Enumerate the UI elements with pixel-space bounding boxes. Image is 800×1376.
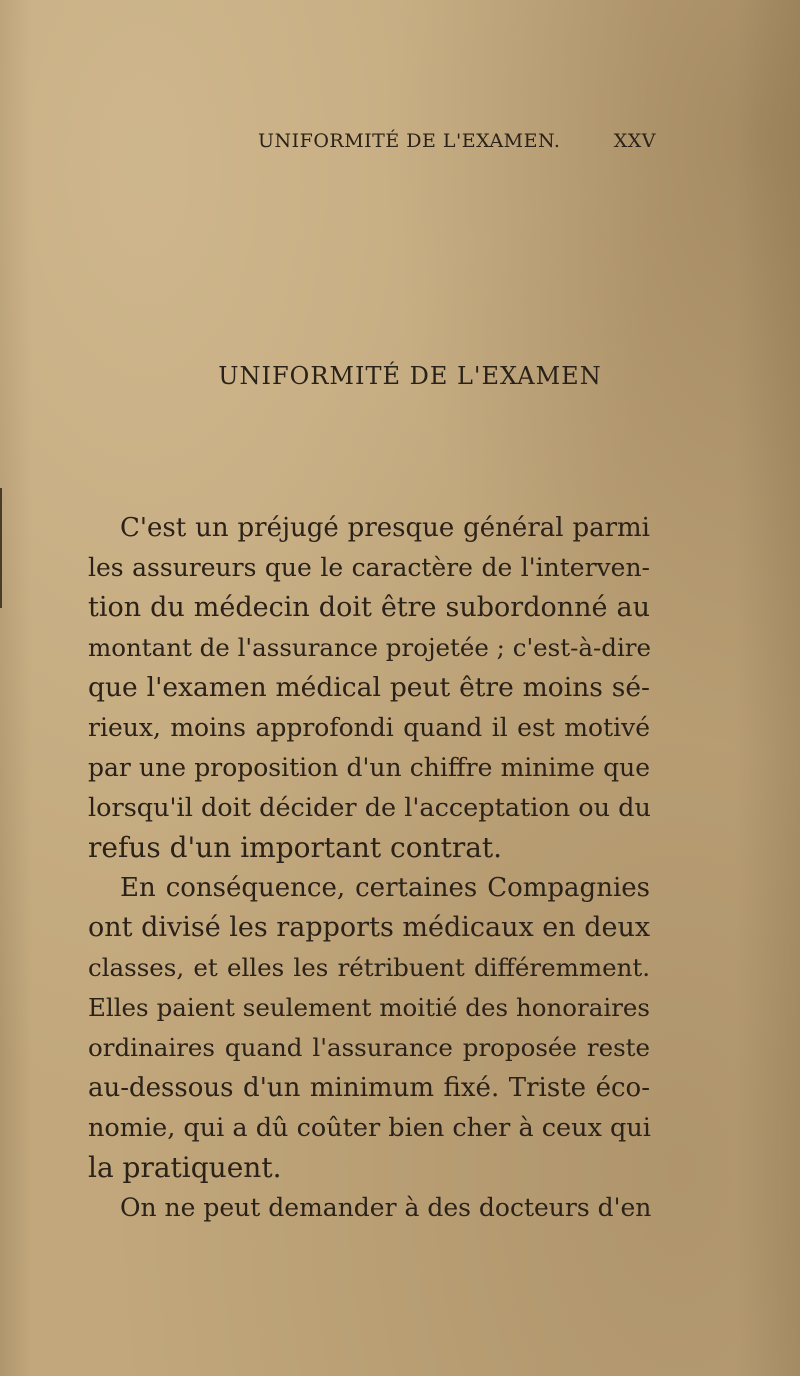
text-line: par une proposition d'un chiffre minime que	[88, 753, 650, 782]
text-line: tion du médecin doit être subordonné au	[88, 592, 650, 623]
text-line: C'est un préjugé presque général parmi	[120, 513, 650, 543]
text-line: refus d'un important contrat.	[88, 831, 503, 864]
text-line: montant de l'assurance projetée ; c'est-à-dire	[88, 633, 651, 662]
chapter-title: UNIFORMITÉ DE L'EXAMEN	[218, 362, 602, 390]
text-line: Elles paient seulement moitié des honoraires	[88, 993, 650, 1022]
page-number: XXV	[613, 130, 656, 152]
page-edge-shadow	[0, 488, 2, 608]
text-line: que l'examen médical peut être moins sé-	[88, 672, 650, 703]
text-line: lorsqu'il doit décider de l'acceptation ou du	[88, 793, 651, 823]
text-line: nomie, qui a dû coûter bien cher à ceux qui	[88, 1113, 651, 1143]
text-line: En conséquence, certaines Compagnies	[120, 873, 650, 903]
text-line: ont divisé les rapports médicaux en deux	[88, 912, 651, 943]
running-head	[258, 130, 656, 160]
text-line: au-dessous d'un minimum fixé. Triste éco-	[88, 1073, 650, 1103]
text-line: rieux, moins approfondi quand il est motivé	[88, 713, 650, 742]
text-line: la pratiquent.	[88, 1151, 282, 1184]
text-line: ordinaires quand l'assurance proposée reste	[88, 1033, 650, 1062]
text-line: On ne peut demander à des docteurs d'en	[120, 1193, 652, 1222]
running-head-title: UNIFORMITÉ DE L'EXAMEN.	[258, 130, 561, 152]
text-line: les assureurs que le caractère de l'interven-	[88, 553, 650, 582]
text-line: classes, et elles les rétribuent différemment.	[88, 953, 650, 982]
